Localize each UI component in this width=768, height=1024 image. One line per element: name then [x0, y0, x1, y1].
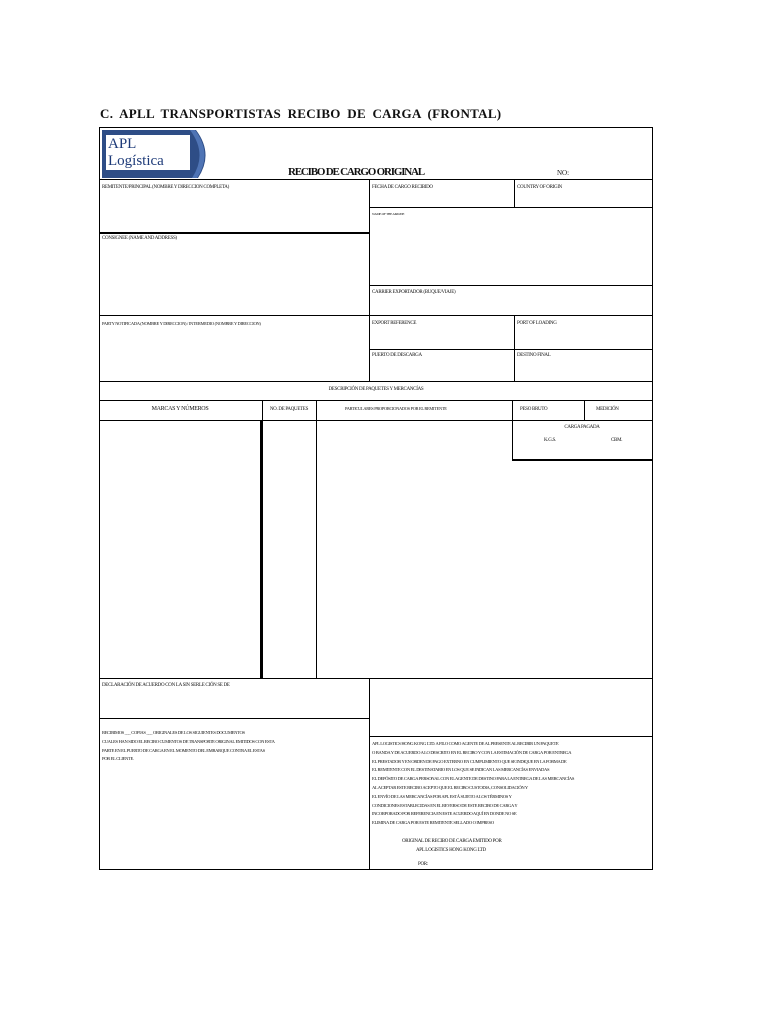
recibimos-text: RECIBIMOS ___ COPIAS ___ ORIGINALES DE LOS SIGUIENTES DOCUMENTOS CUALES HAN SIDO EL RECIBO CUMENTOS DE TRANSPORTE ORIGINAL EMITIDOS CON ESTA PARTE EN EL PUERTO DE CARGA EN EL MOMENTO DEL EMBARQUE CONTRA EL ESTAS POR EL CLIENTE.: [102, 730, 275, 762]
carga-pagada-label: CARGA PAGADA: [564, 425, 600, 430]
fecha-label: FECHA DE CARGO RECIBIDO: [372, 185, 433, 190]
line: [100, 718, 369, 719]
line: [100, 315, 652, 316]
line: [369, 349, 652, 350]
peso-column-header: PESO BRUTO: [520, 407, 548, 412]
notify-label: PARTY NOTIFICADA (NOMBRE Y DIRECCION) / INTERMEDIO (NOMBRE Y DIRECCION): [102, 321, 261, 326]
form-title: RECIBO DE CARGO ORIGINAL: [288, 166, 424, 178]
consignee-label: CONSIGNEE (NAME AND ADDRESS): [102, 236, 177, 241]
airline-label: NAME OF THE AIRLINE: [372, 212, 405, 216]
port-loading-label: PORT OF LOADING: [517, 321, 557, 326]
line: [100, 678, 652, 679]
puerto-descarga-label: PUERTO DE DESCARGA: [372, 353, 422, 358]
logo-text-logistica: Logística: [108, 153, 164, 169]
line: [262, 400, 263, 678]
logo-text-apl: APL: [108, 136, 137, 152]
receipt-number-label: NO:: [557, 169, 570, 177]
line: [369, 179, 370, 381]
line: [100, 420, 652, 421]
line: [260, 420, 262, 678]
line: [369, 207, 652, 208]
original-issued-label: ORIGINAL DE RECIBO DE CARGA EMITIDO POR: [402, 839, 502, 844]
country-label: COUNTRY OF ORIGIN: [517, 185, 562, 190]
export-reference-label: EXPORT REFERENCE: [372, 321, 417, 326]
destino-final-label: DESTINO FINAL: [517, 353, 551, 358]
line: [100, 179, 652, 180]
cbm-label: CBM.: [611, 438, 623, 443]
line: [584, 400, 585, 420]
marcas-column-header: MARCAS Y NÚMEROS: [151, 406, 209, 412]
declaracion-label: DECLARACIÓN DE ACUERDO CON LA SIN SERLE CIÓN SE DE: [102, 683, 230, 688]
kgs-label: K.G.S.: [544, 438, 556, 443]
line: [316, 400, 317, 678]
apl-issuer-label: APL LOGISTICS HONG KONG LTD: [416, 848, 486, 853]
carrier-label: CARRIER EXPORTADOR (BUQUE/VIAJE): [372, 290, 456, 295]
line: [369, 736, 652, 737]
cargo-receipt-form: [99, 127, 653, 870]
line: [512, 459, 652, 461]
line: [100, 232, 369, 234]
line: [100, 400, 652, 401]
line: [430, 869, 652, 870]
apl-logo: [102, 130, 212, 178]
particulares-column-header: PARTICULARES PROPORCIONADOS POR EL REMITENTE: [345, 406, 447, 411]
por-label: POR:: [418, 862, 428, 867]
line: [514, 315, 515, 381]
line: [369, 678, 370, 870]
terms-text: APL LOGISTICS HONG KONG LTD. A FILO COMO AGENTE DE AL PRESENTE AL RECIBIR UN PAQUETE O BANDA Y DE ACUERDO A LO DESCRITO EN EL RECIBO Y CON LA ESTIMACIÓN DE CARGA POR ENTREGA EL PRESTADOR Y EN ORDEN DE PAGO EXTERNO EN CUMPLIMIENTO QUE SE INDIQUE EN LA FORMA DE EL REMITENTE CON EL DESTINATARIO EN LOS QUE SE INDICAN LAS MERCANCÍAS ENVIADAS EL DEPÓSITO DE CARGA PERSONAL CON EL AGENTE DE DESTINO PARA LA ENTREGA DE LAS MERCANCÍAS AL ACEPTAR ESTE RECIBO ACEPTO QUE EL RECIBO CUSTODIA, CONSOLIDACIÓN Y EL ENVÍO DE LAS MERCANCÍAS POR APL ESTÁ SUJETO A LOS TÉRMINOS Y CONDICIONES ESTABLECIDAS EN EL REVERSO DE ESTE RECIBO DE CARGA Y INCORPORADO POR REFERENCIA EN ESTE ACUERDO AQUÍ EN DONDE NO SE ELIMINA DE CARGA POR ESTE REMITENTE SELLADO O IMPRESO: [372, 741, 575, 826]
remitente-label: REMITENTE/PRINCIPAL (NOMBRE Y DIRECCION COMPLETA): [102, 185, 229, 190]
description-header: DESCRIPCIÓN DE PAQUETES Y MERCANCÍAS: [328, 387, 424, 392]
logo-bar: [106, 170, 190, 175]
medicion-column-header: MEDICIÓN: [596, 407, 619, 412]
paquetes-column-header: NO. DE PAQUETES: [269, 407, 309, 412]
page-heading: C. APLL TRANSPORTISTAS RECIBO DE CARGA (FRONTAL): [100, 106, 502, 121]
line: [369, 285, 652, 286]
line: [100, 381, 652, 382]
line: [514, 179, 515, 207]
